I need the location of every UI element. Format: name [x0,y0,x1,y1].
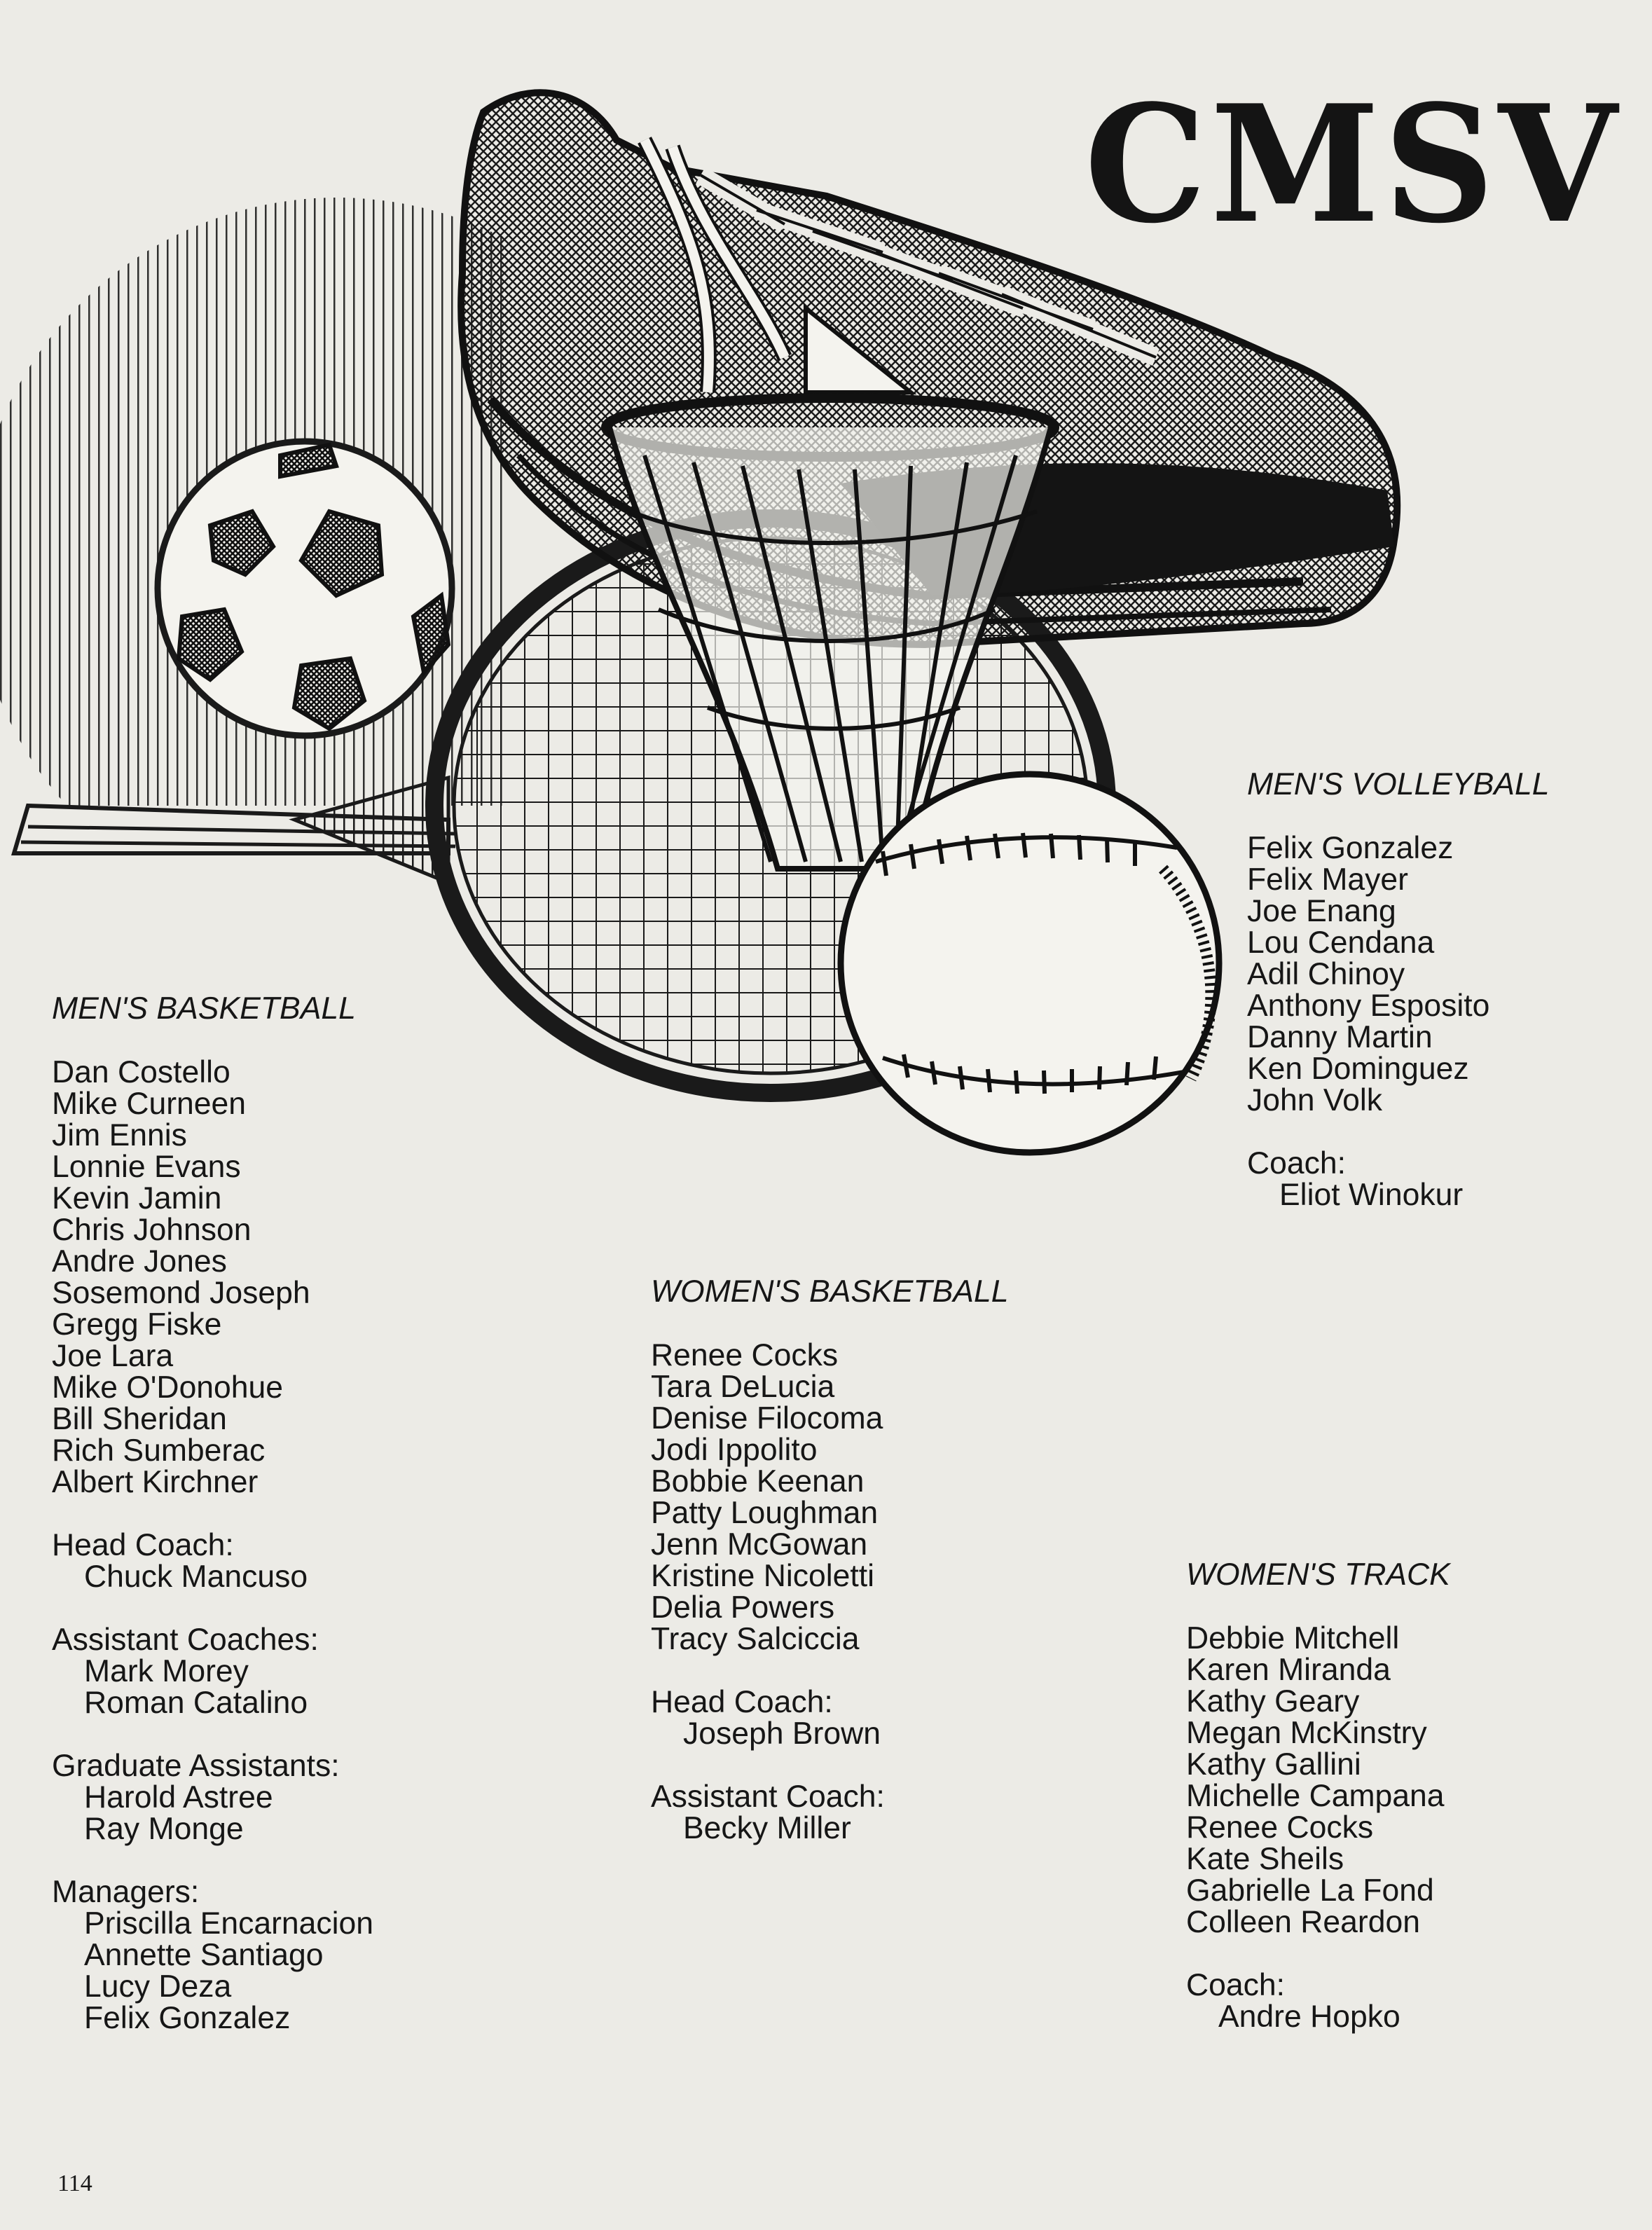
manager-name: Felix Gonzalez [84,2001,291,2035]
managers-label: Managers: [52,1875,200,1909]
mens-volleyball-roster [1247,769,1549,1211]
womens-basketball-heading: WOMEN'S BASKETBALL [651,1274,1009,1309]
player-name: Kristine Nicoletti [651,1559,875,1593]
player-name: Kevin Jamin [52,1181,222,1216]
player-name: Tracy Salciccia [651,1622,860,1656]
player-name: Adil Chinoy [1247,957,1405,991]
player-name: Ken Dominguez [1247,1052,1469,1086]
athlete-name: Karen Miranda [1186,1653,1391,1687]
graduate-assistant-name: Harold Astree [84,1780,273,1815]
player-name: Felix Gonzalez [1247,831,1454,865]
athlete-name: Kathy Gallini [1186,1747,1361,1782]
mens-volleyball-heading: MEN'S VOLLEYBALL [1247,767,1550,801]
assistant-coach-label: Assistant Coach: [651,1780,885,1814]
coach-label: Coach: [1186,1968,1285,2002]
assistant-coach-name: Mark Morey [84,1654,249,1688]
player-name: Dan Costello [52,1055,230,1089]
manager-name: Lucy Deza [84,1969,232,2004]
player-name: Anthony Esposito [1247,989,1490,1023]
mens-basketball-roster [52,993,373,2034]
head-coach-label: Head Coach: [651,1685,833,1719]
womens-basketball-roster [651,1276,1009,1844]
assistant-coaches-label: Assistant Coaches: [52,1623,319,1657]
mens-basketball-heading: MEN'S BASKETBALL [52,991,356,1026]
player-name: Tara DeLucia [651,1370,835,1404]
player-name: Danny Martin [1247,1020,1433,1054]
player-name: Chris Johnson [52,1213,252,1247]
player-name: Gregg Fiske [52,1307,222,1342]
assistant-coach-name: Roman Catalino [84,1686,308,1720]
player-name: Rich Sumberac [52,1433,266,1468]
player-name: Jodi Ippolito [651,1433,818,1467]
head-coach-label: Head Coach: [52,1528,234,1562]
coach-name: Eliot Winokur [1279,1178,1464,1212]
player-name: Bobbie Keenan [651,1464,865,1499]
athlete-name: Colleen Reardon [1186,1905,1420,1939]
player-name: Jim Ennis [52,1118,187,1152]
page-number: 114 [57,2170,92,2196]
coach-label: Coach: [1247,1146,1346,1181]
athlete-name: Kate Sheils [1186,1842,1344,1876]
womens-track-heading: WOMEN'S TRACK [1186,1557,1450,1592]
assistant-coach-name: Becky Miller [683,1811,851,1845]
player-name: John Volk [1247,1083,1382,1117]
athlete-name: Renee Cocks [1186,1810,1374,1845]
player-name: Mike O'Donohue [52,1370,284,1405]
player-name: Andre Jones [52,1244,227,1279]
head-coach-name: Joseph Brown [683,1716,881,1751]
athlete-name: Debbie Mitchell [1186,1621,1400,1656]
player-name: Lonnie Evans [52,1150,241,1184]
player-name: Bill Sheridan [52,1402,227,1436]
athlete-name: Michelle Campana [1186,1779,1445,1813]
player-name: Albert Kirchner [52,1465,259,1499]
manager-name: Annette Santiago [84,1938,324,1972]
athlete-name: Kathy Geary [1186,1684,1360,1719]
player-name: Felix Mayer [1247,862,1408,897]
coach-name: Andre Hopko [1218,2000,1400,2034]
player-name: Lou Cendana [1247,925,1435,960]
player-name: Joe Lara [52,1339,174,1373]
baseball-icon [841,774,1219,1152]
player-name: Sosemond Joseph [52,1276,310,1310]
player-name: Joe Enang [1247,894,1396,928]
athlete-name: Megan McKinstry [1186,1716,1427,1750]
soccer-ball-icon [158,441,452,736]
player-name: Jenn McGowan [651,1527,868,1562]
player-name: Mike Curneen [52,1087,247,1121]
page-title: CMSV [1085,70,1621,259]
manager-name: Priscilla Encarnacion [84,1906,374,1941]
player-name: Denise Filocoma [651,1401,883,1436]
athlete-name: Gabrielle La Fond [1186,1873,1434,1908]
player-name: Patty Loughman [651,1496,879,1530]
womens-track-roster [1186,1559,1450,2032]
player-name: Renee Cocks [651,1338,839,1372]
graduate-assistant-name: Ray Monge [84,1812,244,1846]
head-coach-name: Chuck Mancuso [84,1560,308,1594]
player-name: Delia Powers [651,1590,835,1625]
graduate-assistants-label: Graduate Assistants: [52,1749,340,1783]
